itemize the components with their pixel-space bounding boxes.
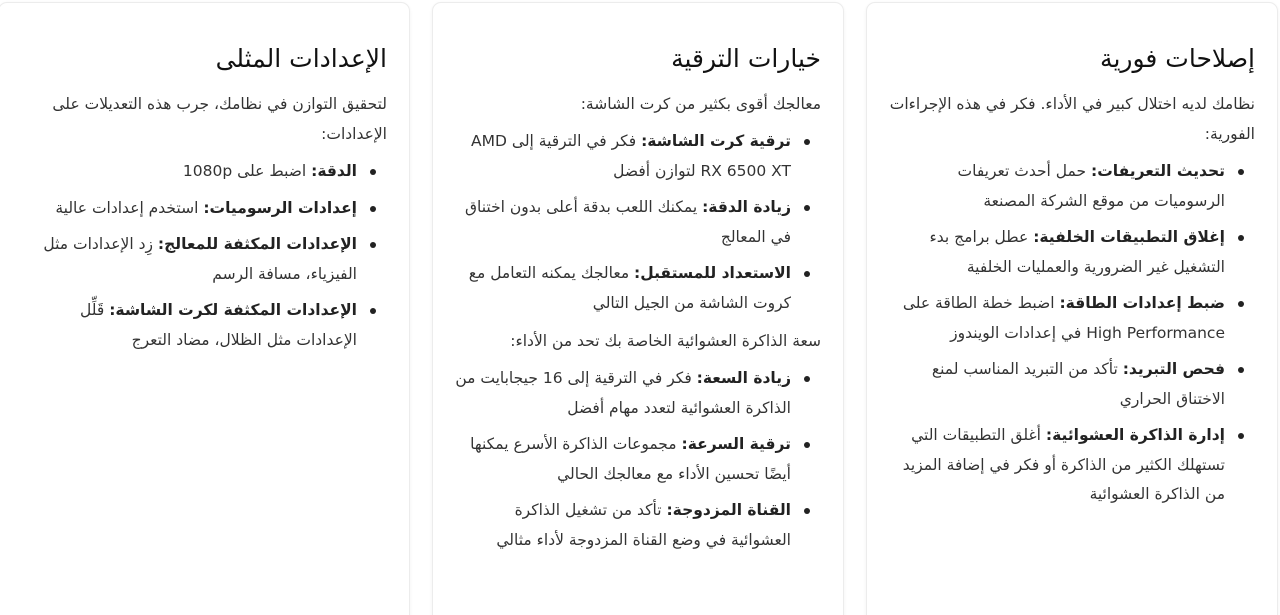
item-label: القناة المزدوجة: xyxy=(666,501,791,519)
item-text: معالجك يمكنه التعامل مع كروت الشاشة من الجيل التالي xyxy=(468,264,791,312)
item-text: مجموعات الذاكرة الأسرع يمكنها أيضًا تحسين الأداء مع معالجك الحالي xyxy=(470,435,791,483)
ram-upgrade-list xyxy=(455,364,821,555)
list-item xyxy=(21,230,357,289)
item-label: ترقية كرت الشاشة: xyxy=(641,132,791,150)
card-intro: نظامك لديه اختلال كبير في الأداء. فكر في هذه الإجراءات الفورية: xyxy=(889,95,1255,143)
item-text: أغلق التطبيقات التي تستهلك الكثير من الذاكرة أو فكر في إضافة المزيد من الذاكرة العشوائية xyxy=(902,426,1225,503)
item-text: عطل برامج بدء التشغيل غير الضرورية والعمليات الخلفية xyxy=(929,228,1225,276)
list-item xyxy=(455,364,791,423)
list-item xyxy=(889,355,1225,414)
item-label: ترقية السرعة: xyxy=(681,435,791,453)
list-item xyxy=(889,289,1225,348)
card-title: الإعدادات المثلى xyxy=(215,44,387,73)
list-item xyxy=(21,194,357,224)
card-optimal-settings xyxy=(0,2,410,615)
item-text: يمكنك اللعب بدقة أعلى بدون اختناق في المعالج xyxy=(465,198,791,246)
card-upgrade-options xyxy=(432,2,844,615)
item-text: زِد الإعدادات مثل الفيزياء، مسافة الرسم xyxy=(43,235,357,283)
list-item xyxy=(455,193,791,252)
card-immediate-fixes xyxy=(866,2,1278,615)
item-text: حمل أحدث تعريفات الرسوميات من موقع الشركة المصنعة xyxy=(957,162,1225,210)
item-label: فحص التبريد: xyxy=(1122,360,1225,378)
fixes-list xyxy=(889,157,1255,510)
item-label: تحديث التعريفات: xyxy=(1091,162,1225,180)
item-label: الإعدادات المكثفة لكرت الشاشة: xyxy=(109,301,357,319)
item-label: زيادة السعة: xyxy=(696,369,791,387)
card-intro-gpu: معالجك أقوى بكثير من كرت الشاشة: xyxy=(580,95,821,113)
gpu-upgrade-list xyxy=(455,127,821,318)
card-intro: لتحقيق التوازن في نظامك، جرب هذه التعديلات على الإعدادات: xyxy=(52,95,387,143)
item-label: الاستعداد للمستقبل: xyxy=(634,264,791,282)
item-text: استخدم إعدادات عالية xyxy=(55,198,204,217)
item-text: اضبط على 1080p xyxy=(182,162,312,180)
card-title: إصلاحات فورية xyxy=(1100,44,1255,73)
list-item xyxy=(21,296,357,355)
item-text: فكر في الترقية إلى 16 جيجابايت من الذاكرة العشوائية لتعدد مهام أفضل xyxy=(455,369,791,417)
item-text: تأكد من التبريد المناسب لمنع الاختناق الحراري xyxy=(931,360,1225,408)
item-label: الدقة: xyxy=(311,162,357,180)
list-item xyxy=(455,496,791,555)
list-item xyxy=(889,157,1225,216)
item-text: اضبط خطة الطاقة على High Performance في إعدادات الويندوز xyxy=(902,294,1225,342)
settings-list xyxy=(21,157,387,355)
list-item xyxy=(889,223,1225,282)
list-item xyxy=(889,421,1225,510)
list-item xyxy=(455,430,791,489)
card-title: خيارات الترقية xyxy=(671,44,821,73)
list-item xyxy=(21,157,357,187)
card-intro-ram: سعة الذاكرة العشوائية الخاصة بك تحد من الأداء: xyxy=(510,332,821,350)
item-label: زيادة الدقة: xyxy=(702,198,791,216)
item-text: فكر في الترقية إلى AMD RX 6500 XT لتوازن أفضل xyxy=(471,132,791,180)
item-label: إغلاق التطبيقات الخلفية: xyxy=(1033,228,1225,246)
item-label: الإعدادات المكثفة للمعالج: xyxy=(157,235,357,253)
list-item xyxy=(455,259,791,318)
item-text: قَلِّل الإعدادات مثل الظلال، مضاد التعرج xyxy=(80,301,357,349)
item-text: تأكد من تشغيل الذاكرة العشوائية في وضع القناة المزدوجة لأداء مثالي xyxy=(496,501,791,549)
item-label: إدارة الذاكرة العشوائية: xyxy=(1045,426,1225,444)
recommendation-cards xyxy=(0,2,1278,615)
item-label: ضبط إعدادات الطاقة: xyxy=(1059,294,1225,312)
item-label: إعدادات الرسوميات: xyxy=(203,198,357,217)
list-item xyxy=(455,127,791,186)
